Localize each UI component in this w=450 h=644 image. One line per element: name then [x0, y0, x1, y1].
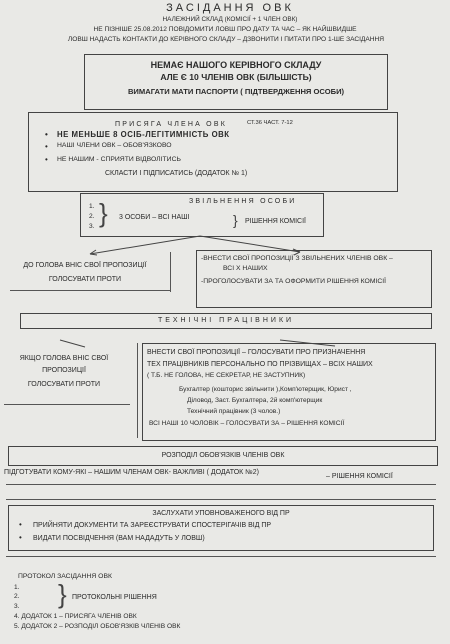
oath-bullet-1: •	[45, 130, 48, 139]
dismissal-label: 3 ОСОБИ – ВСІ НАШІ	[119, 214, 190, 221]
right-a-line-3: -ПРОГОЛОСУВАТИ ЗА ТА ОФОРМИТИ РІШЕННЯ КОМІСІЇ	[201, 278, 387, 285]
left-a-line-1: ДО ГОЛОВА ВНІС СВОЇ ПРОПОЗИЦІЇ	[23, 262, 147, 269]
protocol-num-2: 2.	[14, 593, 20, 600]
left-b-divider	[137, 343, 138, 438]
protocol-label: ПРОТОКОЛЬНІ РІШЕННЯ	[72, 594, 157, 601]
hear-pr-title: ЗАСЛУХАТИ УПОВНОВАЖЕНОГО ВІД ПР	[152, 510, 290, 517]
header-line-2: НЕ ПІЗНІШЕ 25.08.2012 ПОВІДОМИТИ ЛОВШ ПРО ДАТУ ТА ЧАС – ЯК НАЙШВИДШЕ	[93, 26, 357, 33]
left-b-line-2: ПРОПОЗИЦІЇ	[42, 367, 86, 374]
document-title: ЗАСІДАННЯ ОВК	[166, 2, 294, 14]
header-line-3: ЛОВШ НАДАСТЬ КОНТАКТИ ДО КЕРІВНОГО СКЛАДУ – ДЗВОНИТИ І ПИТАТИ ПРО 1-ШЕ ЗАСІДАННЯ	[67, 36, 385, 43]
right-b-line-2: ТЕХ ПРАЦІВНИКІВ ПЕРСОНАЛЬНО ПО ПРІЗВИЩАХ – ВСІХ НАШИХ	[147, 361, 373, 368]
dismissal-brace-2: }	[233, 212, 238, 228]
protocol-add-4: 4. ДОДАТОК 1 – ПРИСЯГА ЧЛЕНІВ ОВК	[14, 613, 137, 620]
right-b-line-7: ВСІ НАШІ 10 ЧОЛОВІК – ГОЛОСУВАТИ ЗА – РІШЕННЯ КОМІСІЇ	[149, 420, 345, 427]
duties-box	[8, 446, 438, 466]
hear-pr-bullet-1: •	[19, 520, 22, 529]
dismissal-result: РІШЕННЯ КОМІСІЇ	[245, 218, 306, 225]
left-a-rule	[10, 290, 170, 291]
right-a-box	[196, 250, 432, 308]
right-a-line-2: ВСІ Х НАШИХ	[223, 265, 268, 272]
duties-rule-2	[6, 499, 436, 500]
right-b-line-1: ВНЕСТИ СВОЇ ПРОПОЗИЦІЇ – ГОЛОСУВАТИ ПРО ПРИЗНАЧЕННЯ	[147, 349, 366, 356]
oath-title: ПРИСЯГА ЧЛЕНА ОВК	[115, 121, 227, 128]
left-a-line-2: ГОЛОСУВАТИ ПРОТИ	[48, 276, 122, 283]
header-line-1: НАЛЕЖНИЙ СКЛАД (КОМІСІЇ + 1 ЧЛЕН ОВК)	[162, 16, 298, 23]
left-b-line-1: ЯКЩО ГОЛОВА ВНІС СВОЇ	[19, 355, 109, 362]
oath-item-2: НАШІ ЧЛЕНИ ОВК – ОБОВ'ЯЗКОВО	[57, 142, 172, 149]
right-a-line-1: -ВНЕСТИ СВОЇ ПРОПОЗИЦІЇ З ЗВІЛЬНЕНИХ ЧЛЕНІВ ОВК –	[201, 255, 393, 262]
right-b-line-6: Технічний працівник (3 чолов.)	[187, 408, 281, 415]
duties-line: ПІДГОТУВАТИ КОМУ-ЯКІ – НАШИМ ЧЛЕНАМ ОВК- ВАЖЛИВІ ( ДОДАТОК №2)	[4, 469, 259, 476]
dismissal-num-3: 3.	[89, 223, 95, 230]
dismissal-title: ЗВІЛЬНЕННЯ ОСОБИ	[189, 198, 297, 205]
no-leadership-line-3: ВИМАГАТИ МАТИ ПАСПОРТИ ( ПІДТВЕРДЖЕННЯ ОСОБИ)	[127, 87, 345, 96]
duties-title: РОЗПОДІЛ ОБОВ'ЯЗКІВ ЧЛЕНІВ ОВК	[161, 452, 285, 459]
protocol-num-1: 1.	[14, 584, 20, 591]
dismissal-num-2: 2.	[89, 213, 95, 220]
left-a-divider	[170, 252, 171, 292]
oath-bullet-3: •	[45, 155, 48, 164]
hear-pr-item-2: ВИДАТИ ПОСВІДЧЕННЯ (ВАМ НАДАДУТЬ У ЛОВШ)	[33, 535, 205, 542]
dismissal-num-1: 1.	[89, 203, 95, 210]
protocol-brace: }	[58, 579, 67, 609]
right-b-line-5: Діловод, Заст. Бухгалтера, 2й комп'ютерщик	[187, 397, 323, 404]
protocol-title: ПРОТОКОЛ ЗАСІДАННЯ ОВК	[18, 573, 112, 580]
duties-result: – РІШЕННЯ КОМІСІЇ	[326, 473, 393, 480]
hear-pr-box	[8, 505, 434, 551]
no-leadership-line-1: НЕМАЄ НАШОГО КЕРІВНОГО СКЛАДУ	[150, 60, 322, 70]
right-b-line-3: ( Т.Б. НЕ ГОЛОВА, НЕ СЕКРЕТАР, НЕ ЗАСТУПНИК)	[147, 372, 306, 379]
oath-item-1: НЕ МЕНЬШЕ 8 ОСІБ-ЛЕГІТИМНІСТЬ ОВК	[57, 130, 230, 139]
oath-reference: СТ.36 ЧАСТ. 7-12	[247, 120, 293, 126]
duties-rule-1	[6, 484, 436, 485]
hear-pr-item-1: ПРИЙНЯТИ ДОКУМЕНТИ ТА ЗАРЕЄСТРУВАТИ СПОСТЕРІГАЧІВ ВІД ПР	[33, 522, 272, 529]
oath-bullet-2: •	[45, 142, 48, 151]
tech-workers-bar	[20, 313, 432, 329]
tech-workers-title: ТЕХНІЧНІ ПРАЦІВНИКИ	[157, 317, 295, 324]
oath-tail: СКЛАСТИ І ПІДПИСАТИСЬ (ДОДАТОК № 1)	[105, 170, 248, 177]
left-b-line-3: ГОЛОСУВАТИ ПРОТИ	[27, 381, 101, 388]
no-leadership-line-2: АЛЕ Є 10 ЧЛЕНІВ ОВК (БІЛЬШІСТЬ)	[160, 72, 312, 82]
left-b-rule	[4, 404, 130, 405]
hear-pr-bullet-2: •	[19, 533, 22, 542]
right-b-line-4: Бухгалтер (кошторис звільнити ),Комп'ютерщик, Юрист ,	[179, 386, 352, 393]
protocol-num-3: 3.	[14, 603, 20, 610]
protocol-add-5: 5. ДОДАТОК 2 – РОЗПОДІЛ ОБОВ'ЯЗКІВ ЧЛЕНІВ ОВК	[14, 623, 181, 630]
dismissal-brace: }	[99, 198, 108, 228]
oath-item-3: НЕ НАШИМ - СПРИЯТИ ВІДВОЛІТИСЬ	[57, 156, 181, 163]
right-b-box	[142, 343, 436, 441]
hear-pr-rule	[6, 556, 436, 557]
